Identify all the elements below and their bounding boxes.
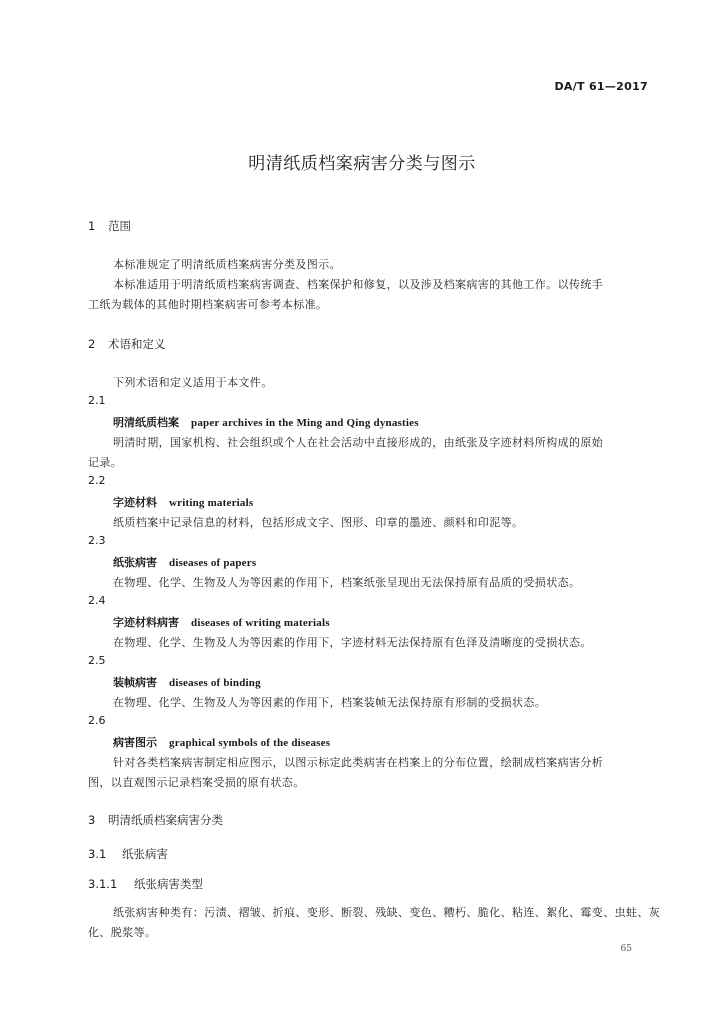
term-definition-continued: 记录。 xyxy=(88,456,123,469)
section-number: 3 xyxy=(88,813,96,827)
term-number: 2.6 xyxy=(88,714,106,727)
section-3-heading xyxy=(88,812,223,828)
term-number: 2.5 xyxy=(88,654,106,667)
subsection-3-1-1-heading xyxy=(88,876,203,892)
section-title: 明清纸质档案病害分类 xyxy=(108,813,223,827)
term-zh: 纸张病害 xyxy=(113,556,157,569)
term-definition: 在物理、化学、生物及人为等因素的作用下，字迹材料无法保持原有色泽及清晰度的受损状态。 xyxy=(113,636,592,649)
subsection-number: 3.1 xyxy=(88,847,107,861)
term-definition-continued: 图，以直观图示记录档案受损的原有状态。 xyxy=(88,776,305,789)
section-1-heading xyxy=(88,218,131,234)
subsection-title: 纸张病害 xyxy=(122,847,168,861)
section-number: 2 xyxy=(88,337,96,351)
term-number: 2.1 xyxy=(88,394,106,407)
term-heading xyxy=(113,614,330,630)
section-title: 范围 xyxy=(108,219,131,233)
section-1-paragraph-2-continued: 工纸为载体的其他时期档案病害可参考本标准。 xyxy=(88,298,328,311)
term-heading xyxy=(113,734,330,750)
section-3-paragraph-continued: 化、脱浆等。 xyxy=(88,926,157,939)
term-definition: 针对各类档案病害制定相应图示，以图示标定此类病害在档案上的分布位置，绘制成档案病害分析 xyxy=(113,756,604,769)
page-title: 明清纸质档案病害分类与图示 xyxy=(248,154,476,174)
term-number: 2.4 xyxy=(88,594,106,607)
section-1-paragraph-2: 本标准适用于明清纸质档案病害调查、档案保护和修复，以及涉及档案病害的其他工作。以传统手 xyxy=(113,278,604,291)
subsection-title: 纸张病害类型 xyxy=(134,877,203,891)
term-number: 2.2 xyxy=(88,474,106,487)
standard-code: DA/T 61—2017 xyxy=(554,80,648,93)
term-heading xyxy=(113,494,253,510)
term-definition: 在物理、化学、生物及人为等因素的作用下，档案装帧无法保持原有形制的受损状态。 xyxy=(113,696,547,709)
term-definition: 明清时期，国家机构、社会组织或个人在社会活动中直接形成的，由纸张及字迹材料所构成的原始 xyxy=(113,436,604,449)
term-zh: 明清纸质档案 xyxy=(113,416,179,429)
subsection-number: 3.1.1 xyxy=(88,877,118,891)
section-1-paragraph-1: 本标准规定了明清纸质档案病害分类及图示。 xyxy=(113,258,341,271)
term-zh: 字迹材料病害 xyxy=(113,616,179,629)
section-2-intro: 下列术语和定义适用于本文件。 xyxy=(113,376,273,389)
section-3-paragraph: 纸张病害种类有：污渍、褶皱、折痕、变形、断裂、残缺、变色、糟朽、脆化、粘连、絮化、霉变、虫蛀、灰 xyxy=(113,906,661,919)
term-heading xyxy=(113,674,261,690)
term-en: paper archives in the Ming and Qing dynasties xyxy=(191,417,419,429)
term-heading xyxy=(113,414,419,430)
term-en: diseases of papers xyxy=(169,557,257,569)
term-zh: 字迹材料 xyxy=(113,496,157,509)
section-number: 1 xyxy=(88,219,96,233)
term-zh: 装帧病害 xyxy=(113,676,157,689)
term-definition: 纸质档案中记录信息的材料，包括形成文字、图形、印章的墨迹、颜料和印泥等。 xyxy=(113,516,524,529)
term-en: diseases of writing materials xyxy=(191,617,330,629)
section-title: 术语和定义 xyxy=(108,337,166,351)
subsection-3-1-heading xyxy=(88,846,168,862)
section-2-heading xyxy=(88,336,166,352)
term-definition: 在物理、化学、生物及人为等因素的作用下，档案纸张呈现出无法保持原有品质的受损状态。 xyxy=(113,576,581,589)
term-en: writing materials xyxy=(169,497,254,509)
term-zh: 病害图示 xyxy=(113,736,157,749)
term-en: diseases of binding xyxy=(169,677,261,689)
page-number: 65 xyxy=(620,944,632,954)
term-en: graphical symbols of the diseases xyxy=(169,737,331,749)
term-heading xyxy=(113,554,256,570)
term-number: 2.3 xyxy=(88,534,106,547)
